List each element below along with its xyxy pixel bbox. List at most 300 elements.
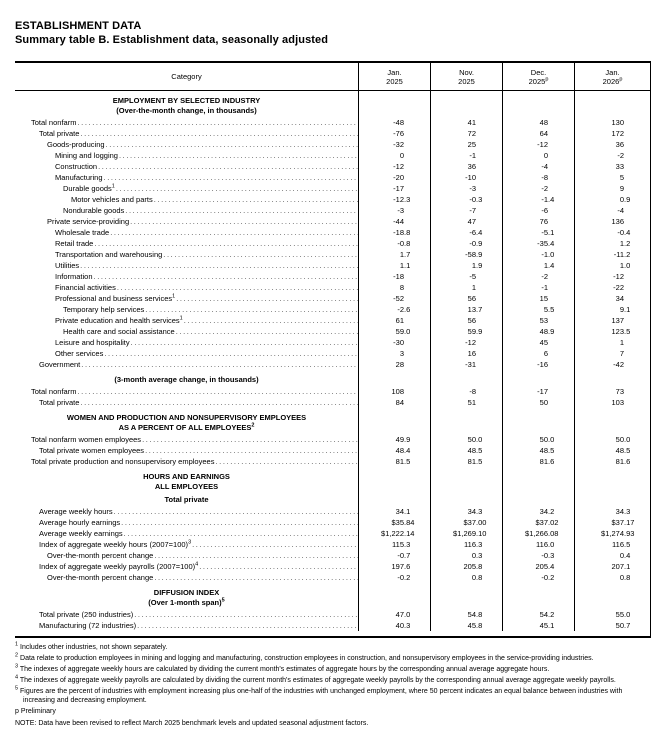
row-label: Leisure and hospitality	[55, 338, 130, 347]
row-label: Total nonfarm women employees	[31, 435, 142, 444]
value-cell: -1	[430, 150, 502, 161]
table-row	[15, 456, 650, 467]
dot-leader	[214, 456, 358, 467]
value-cell: 0 .8	[430, 572, 502, 583]
footnote-ref: 1	[172, 293, 176, 300]
category-cell	[15, 128, 358, 139]
category-cell	[15, 337, 358, 348]
value-cell: -22	[574, 282, 650, 293]
value-cell: $1,266 .08	[502, 528, 574, 539]
category-cell	[15, 456, 358, 467]
value-cell: -0 .4	[574, 227, 650, 238]
category-cell	[15, 561, 358, 572]
value-cell: 45 .8	[430, 620, 502, 631]
dot-leader	[113, 506, 358, 517]
value-cell: 5 .5	[502, 304, 574, 315]
value-cell: 81 .5	[430, 456, 502, 467]
value-cell: -5 .1	[502, 227, 574, 238]
empty-cell	[502, 91, 574, 117]
value-cell: 9	[574, 183, 650, 194]
dot-leader	[162, 249, 358, 260]
empty-cell	[574, 467, 650, 506]
dot-leader	[175, 293, 358, 304]
value-cell: $37 .17	[574, 517, 650, 528]
empty-cell	[358, 91, 430, 117]
value-cell: 8	[358, 282, 430, 293]
table-row	[15, 183, 650, 194]
column-month: Jan.	[605, 67, 620, 77]
value-cell: 34	[574, 293, 650, 304]
value-cell: 50 .0	[574, 434, 650, 445]
value-cell: 1 .0	[574, 260, 650, 271]
table-row	[15, 620, 650, 631]
table-row	[15, 282, 650, 293]
dot-leader	[191, 539, 358, 550]
dot-leader	[103, 172, 358, 183]
value-cell: $35 .84	[358, 517, 430, 528]
category-cell	[15, 293, 358, 304]
section-header-row	[15, 583, 650, 609]
category-cell	[15, 539, 358, 550]
footnote-marker: 1	[15, 641, 19, 648]
value-cell: $37 .00	[430, 517, 502, 528]
column-header-jan-2026	[574, 63, 650, 90]
section-header-row	[15, 467, 650, 506]
value-cell: 28	[358, 359, 430, 370]
table-row	[15, 517, 650, 528]
value-cell: -2	[574, 150, 650, 161]
value-cell: 116 .0	[502, 539, 574, 550]
table-row	[15, 249, 650, 260]
value-cell: -7	[430, 205, 502, 216]
value-cell: -42	[574, 359, 650, 370]
value-cell: 47	[430, 216, 502, 227]
empty-cell	[358, 408, 430, 434]
value-cell: 84	[358, 397, 430, 408]
value-cell: -18 .8	[358, 227, 430, 238]
row-label: Total private (250 industries)	[39, 610, 134, 619]
dot-leader	[93, 238, 358, 249]
row-label: Health care and social assistance	[63, 327, 175, 336]
value-cell: 0	[502, 150, 574, 161]
value-cell: 1	[574, 337, 650, 348]
value-cell: -16	[502, 359, 574, 370]
table-row	[15, 550, 650, 561]
footnote-marker: 5	[15, 685, 19, 692]
dot-leader	[120, 517, 358, 528]
value-cell: 81 .5	[358, 456, 430, 467]
value-cell: -12	[502, 139, 574, 150]
value-cell: 0 .8	[574, 572, 650, 583]
dot-leader	[109, 227, 358, 238]
value-cell: 0 .9	[574, 194, 650, 205]
summary-table-b	[15, 61, 651, 638]
value-cell: -1 .4	[502, 194, 574, 205]
value-cell: -1	[502, 282, 574, 293]
value-cell: -31	[430, 359, 502, 370]
table-row	[15, 150, 650, 161]
footnotes	[15, 641, 648, 729]
empty-cell	[502, 467, 574, 506]
dot-leader	[79, 260, 358, 271]
dot-leader	[116, 282, 358, 293]
category-cell	[15, 194, 358, 205]
dot-leader	[129, 216, 358, 227]
section-title-line: DIFFUSION INDEX	[153, 588, 220, 597]
value-cell: 207 .1	[574, 561, 650, 572]
value-cell: 50 .7	[574, 620, 650, 631]
row-label: Motor vehicles and parts	[71, 195, 153, 204]
value-cell: 73	[574, 386, 650, 397]
section-kicker: ESTABLISHMENT DATA	[15, 20, 142, 32]
column-month: Jan.	[387, 67, 402, 77]
value-cell: 34 .2	[502, 506, 574, 517]
column-year: 2025	[458, 76, 475, 86]
value-cell: -52	[358, 293, 430, 304]
value-cell: -17	[358, 183, 430, 194]
dot-leader	[144, 304, 358, 315]
section-title-line: HOURS AND EARNINGS	[143, 472, 230, 481]
table-row	[15, 117, 650, 128]
dot-leader	[103, 348, 358, 359]
dot-leader	[133, 609, 358, 620]
value-cell: 40 .3	[358, 620, 430, 631]
value-cell: 1 .2	[574, 238, 650, 249]
value-cell: $1,269 .10	[430, 528, 502, 539]
value-cell: 64	[502, 128, 574, 139]
row-label: Transportation and warehousing	[55, 250, 163, 259]
section-title-line: (Over-the-month change, in thousands)	[116, 106, 257, 115]
column-header-dec-2025	[502, 63, 574, 90]
table-row	[15, 315, 650, 326]
value-cell: -3	[430, 183, 502, 194]
value-cell: 50	[502, 397, 574, 408]
empty-cell	[358, 583, 430, 609]
footnote-marker: 2	[15, 652, 19, 659]
category-cell	[15, 620, 358, 631]
value-cell: 5	[574, 172, 650, 183]
category-cell	[15, 572, 358, 583]
empty-cell	[430, 91, 502, 117]
value-cell: 59 .9	[430, 326, 502, 337]
table-row	[15, 172, 650, 183]
category-cell	[15, 506, 358, 517]
row-label: Total nonfarm	[31, 387, 77, 396]
value-cell: 0 .3	[430, 550, 502, 561]
value-cell: 34 .3	[430, 506, 502, 517]
row-label: Manufacturing	[55, 173, 103, 182]
table-row	[15, 528, 650, 539]
table-row	[15, 304, 650, 315]
value-cell: -18	[358, 271, 430, 282]
value-cell: 123 .5	[574, 326, 650, 337]
category-cell	[15, 271, 358, 282]
row-label: Index of aggregate weekly hours (2007=100)$^3$	[39, 539, 192, 549]
section-header-cell	[15, 467, 358, 506]
value-cell: -58 .9	[430, 249, 502, 260]
empty-cell	[574, 408, 650, 434]
title-block	[0, 0, 657, 47]
value-cell: 55 .0	[574, 609, 650, 620]
value-cell: -44	[358, 216, 430, 227]
dot-leader	[153, 194, 358, 205]
table-row	[15, 194, 650, 205]
table-row	[15, 386, 650, 397]
value-cell: $37 .02	[502, 517, 574, 528]
dot-leader	[130, 337, 358, 348]
dot-leader	[123, 528, 358, 539]
row-label: Wholesale trade	[55, 228, 110, 237]
table-row	[15, 434, 650, 445]
value-cell: 45 .1	[502, 620, 574, 631]
table-row	[15, 609, 650, 620]
row-label: Retail trade	[55, 239, 94, 248]
row-label: Utilities	[55, 261, 80, 270]
section-title-line: AS A PERCENT OF ALL EMPLOYEES$^2$	[118, 422, 255, 432]
value-cell: 34 .1	[358, 506, 430, 517]
table-row	[15, 260, 650, 271]
value-cell: -8	[430, 386, 502, 397]
value-cell: -32	[358, 139, 430, 150]
footnote: $^1$ Includes other industries, not shown separately.	[15, 641, 168, 651]
row-label: Other services	[55, 349, 104, 358]
category-cell	[15, 386, 358, 397]
value-cell: 205 .4	[502, 561, 574, 572]
row-label: Goods-producing	[47, 140, 105, 149]
value-cell: -4	[502, 161, 574, 172]
value-cell: 1	[430, 282, 502, 293]
row-label: Durable goods$^1$	[63, 183, 115, 193]
dot-leader	[175, 326, 358, 337]
footnote-marker: 4	[15, 674, 19, 681]
value-cell: -20	[358, 172, 430, 183]
value-cell: 54 .8	[430, 609, 502, 620]
dot-leader	[93, 271, 358, 282]
empty-cell	[358, 467, 430, 506]
dot-leader	[141, 434, 358, 445]
row-label: Over-the-month percent change	[47, 573, 154, 582]
section-title-line: WOMEN AND PRODUCTION AND NONSUPERVISORY EMPLOYEES	[66, 413, 307, 422]
dot-leader	[153, 572, 358, 583]
table-row	[15, 337, 650, 348]
value-cell: 36	[430, 161, 502, 172]
value-cell: 48 .5	[502, 445, 574, 456]
row-label: Professional and business services$^1$	[55, 293, 176, 303]
category-cell	[15, 359, 358, 370]
preliminary-marker: p	[545, 76, 549, 82]
footnote-ref: 3	[188, 539, 192, 546]
value-cell: 81 .6	[502, 456, 574, 467]
value-cell: -2 .6	[358, 304, 430, 315]
table-row	[15, 271, 650, 282]
empty-cell	[502, 408, 574, 434]
category-cell	[15, 205, 358, 216]
value-cell: -1 .0	[502, 249, 574, 260]
table-row	[15, 216, 650, 227]
category-cell	[15, 282, 358, 293]
section-header-row	[15, 370, 650, 386]
value-cell: -0 .3	[502, 550, 574, 561]
row-label: Total private production and nonsupervisory employees	[31, 457, 215, 466]
category-column-header: Category	[171, 72, 202, 81]
category-cell	[15, 315, 358, 326]
empty-cell	[358, 370, 430, 386]
value-cell: 0 .4	[574, 550, 650, 561]
value-cell: 59 .0	[358, 326, 430, 337]
empty-cell	[574, 91, 650, 117]
value-cell: 136	[574, 216, 650, 227]
value-cell: -48	[358, 117, 430, 128]
row-label: Nondurable goods	[63, 206, 125, 215]
table-row	[15, 139, 650, 150]
category-cell	[15, 528, 358, 539]
section-header-cell	[15, 583, 358, 609]
footnote-marker: 3	[15, 663, 19, 670]
category-cell	[15, 445, 358, 456]
value-cell: -0 .2	[358, 572, 430, 583]
value-cell: -0 .3	[430, 194, 502, 205]
table-row	[15, 397, 650, 408]
empty-cell	[430, 583, 502, 609]
footnote-ref: 2	[251, 422, 255, 429]
value-cell: 33	[574, 161, 650, 172]
empty-cell	[430, 370, 502, 386]
category-cell	[15, 139, 358, 150]
value-cell: -6	[502, 205, 574, 216]
footnote: $^4$ The indexes of aggregate weekly payrolls are calculated by dividing the current month's estimates of aggregate weekly payrolls by the corresponding annual average aggregate weekly payrolls.	[15, 674, 616, 684]
section-header-row	[15, 91, 650, 117]
empty-cell	[574, 583, 650, 609]
row-label: Total private women employees	[39, 446, 145, 455]
value-cell: 51	[430, 397, 502, 408]
table-row	[15, 539, 650, 550]
table-row	[15, 161, 650, 172]
category-cell	[15, 517, 358, 528]
value-cell: -0 .9	[430, 238, 502, 249]
dot-leader	[153, 550, 358, 561]
value-cell: -12	[358, 161, 430, 172]
section-title-line: EMPLOYMENT BY SELECTED INDUSTRY	[112, 96, 261, 105]
value-cell: 25	[430, 139, 502, 150]
value-cell: -3	[358, 205, 430, 216]
category-cell	[15, 161, 358, 172]
value-cell: 50 .0	[502, 434, 574, 445]
value-cell: 56	[430, 315, 502, 326]
section-title-line: ALL EMPLOYEES	[154, 482, 219, 491]
footnote-ref: 5	[221, 597, 225, 604]
row-label: Total private	[39, 129, 80, 138]
footnote-ref: 1	[179, 315, 183, 322]
note-line: NOTE: Data have been revised to reflect March 2025 benchmark levels and updated seasonal adjustment factors.	[15, 720, 369, 727]
section-header-cell	[15, 91, 358, 117]
value-cell: 36	[574, 139, 650, 150]
empty-cell	[574, 370, 650, 386]
dot-leader	[79, 397, 358, 408]
value-cell: 172	[574, 128, 650, 139]
value-cell: -10	[430, 172, 502, 183]
empty-cell	[430, 467, 502, 506]
dot-leader	[105, 139, 358, 150]
row-label: Financial activities	[55, 283, 116, 292]
value-cell: 53	[502, 315, 574, 326]
category-cell	[15, 172, 358, 183]
row-label: Mining and logging	[55, 151, 118, 160]
category-cell	[15, 434, 358, 445]
value-cell: -76	[358, 128, 430, 139]
value-cell: 47 .0	[358, 609, 430, 620]
value-cell: 130	[574, 117, 650, 128]
empty-cell	[430, 408, 502, 434]
value-cell: 6	[502, 348, 574, 359]
table-row	[15, 445, 650, 456]
value-cell: 48	[502, 117, 574, 128]
value-cell: 1 .1	[358, 260, 430, 271]
section-title-line: Total private	[164, 495, 209, 504]
page-title: Summary table B. Establishment data, seasonally adjusted	[15, 33, 329, 46]
footnote: $^2$ Data relate to production employees in mining and logging and manufacturing, construction employees in construction, and nonsupervisory employees in the service-providing industries.	[15, 652, 594, 662]
section-header-row	[15, 408, 650, 434]
preliminary-marker: p	[619, 76, 623, 82]
column-year: 2025$^p$	[528, 76, 549, 86]
value-cell: 0	[358, 150, 430, 161]
value-cell: -0 .2	[502, 572, 574, 583]
value-cell: -12 .3	[358, 194, 430, 205]
section-title-line: (3-month average change, in thousands)	[114, 375, 259, 384]
section-header-cell	[15, 408, 358, 434]
table-row	[15, 348, 650, 359]
value-cell: 116 .5	[574, 539, 650, 550]
value-cell: -2	[502, 183, 574, 194]
value-cell: $1,274 .93	[574, 528, 650, 539]
row-label: Temporary help services	[63, 305, 145, 314]
category-cell	[15, 216, 358, 227]
footnote: $^5$ Figures are the percent of industries with employment increasing plus one-half of the industries with unchanged employment, where 50 percent indicates an equal balance between industries with increasing and decreasing employment.	[15, 685, 623, 704]
dot-leader	[183, 315, 358, 326]
value-cell: 48 .4	[358, 445, 430, 456]
value-cell: 56	[430, 293, 502, 304]
dot-leader	[198, 561, 358, 572]
empty-cell	[502, 370, 574, 386]
value-cell: -0 .8	[358, 238, 430, 249]
value-cell: 108	[358, 386, 430, 397]
category-cell	[15, 117, 358, 128]
value-cell: -11 .2	[574, 249, 650, 260]
value-cell: 15	[502, 293, 574, 304]
value-cell: -17	[502, 386, 574, 397]
table-header-row	[15, 63, 650, 91]
category-cell	[15, 260, 358, 271]
row-label: Private education and health services$^1$	[55, 315, 183, 325]
category-cell	[15, 183, 358, 194]
row-label: Government	[39, 360, 81, 369]
value-cell: 1 .7	[358, 249, 430, 260]
category-cell	[15, 326, 358, 337]
value-cell: 76	[502, 216, 574, 227]
row-label: Information	[55, 272, 93, 281]
value-cell: 1 .4	[502, 260, 574, 271]
column-month: Dec.	[530, 67, 547, 77]
value-cell: 54 .2	[502, 609, 574, 620]
dot-leader	[118, 150, 358, 161]
row-label: Construction	[55, 162, 98, 171]
category-cell	[15, 238, 358, 249]
row-label: Total private	[39, 398, 80, 407]
category-cell	[15, 609, 358, 620]
dot-leader	[124, 205, 358, 216]
row-label: Total nonfarm	[31, 118, 77, 127]
table-row	[15, 128, 650, 139]
value-cell: $1,222 .14	[358, 528, 430, 539]
